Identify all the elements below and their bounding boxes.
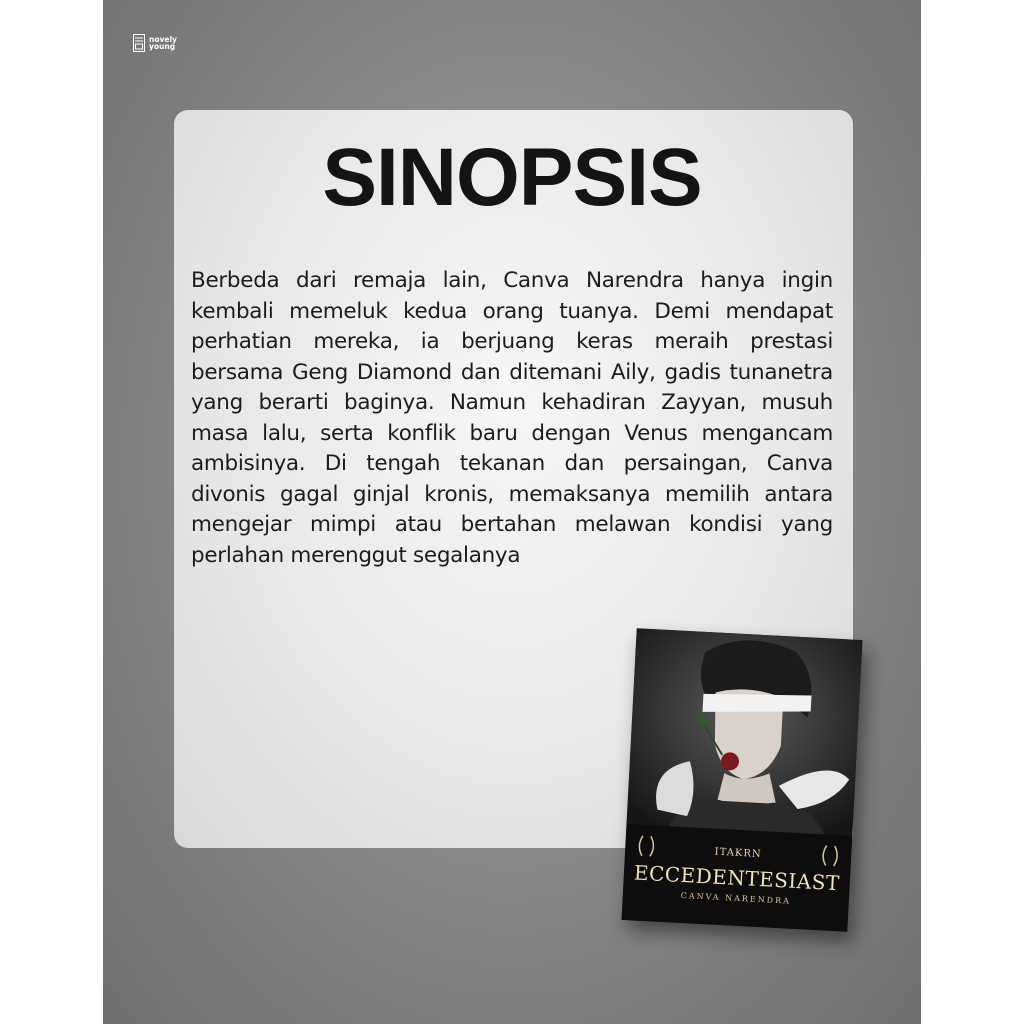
cover-illustration	[626, 628, 862, 840]
page-title: SINOPSIS	[322, 132, 702, 223]
brand-line-1: novely	[149, 34, 177, 44]
book-subtitle: CANVA NARENDRA	[680, 890, 792, 906]
synopsis-text: Berbeda dari remaja lain, Canva Narendra hanya ingin kembali memeluk kedua orang tuanya. Demi mendapat perhatian mereka, ia berjuang keras meraih prestasi bersama Geng Diamond dan ditemani Aily, gadis tunanetra yang berarti baginya. Namun kehadiran Zayyan, musuh masa lalu, serta konflik baru dengan Venus mengancam ambisinya. Di tengah tekanan dan persaingan, Canva divonis gagal ginjal kronis, memaksanya memilih antara mengejar mimpi atau bertahan melawan kondisi yang perlahan merenggut segalanya	[191, 268, 833, 568]
brand-line-2: young	[149, 42, 176, 51]
book-author: ITAKRN	[714, 846, 762, 861]
book-cover	[622, 628, 863, 931]
brand-logo	[133, 34, 177, 52]
book-title: ECCEDENTESIAST	[633, 860, 841, 896]
poster	[103, 0, 921, 1024]
cover-band	[622, 824, 853, 932]
brand-name	[149, 36, 177, 51]
book-icon	[133, 34, 145, 52]
